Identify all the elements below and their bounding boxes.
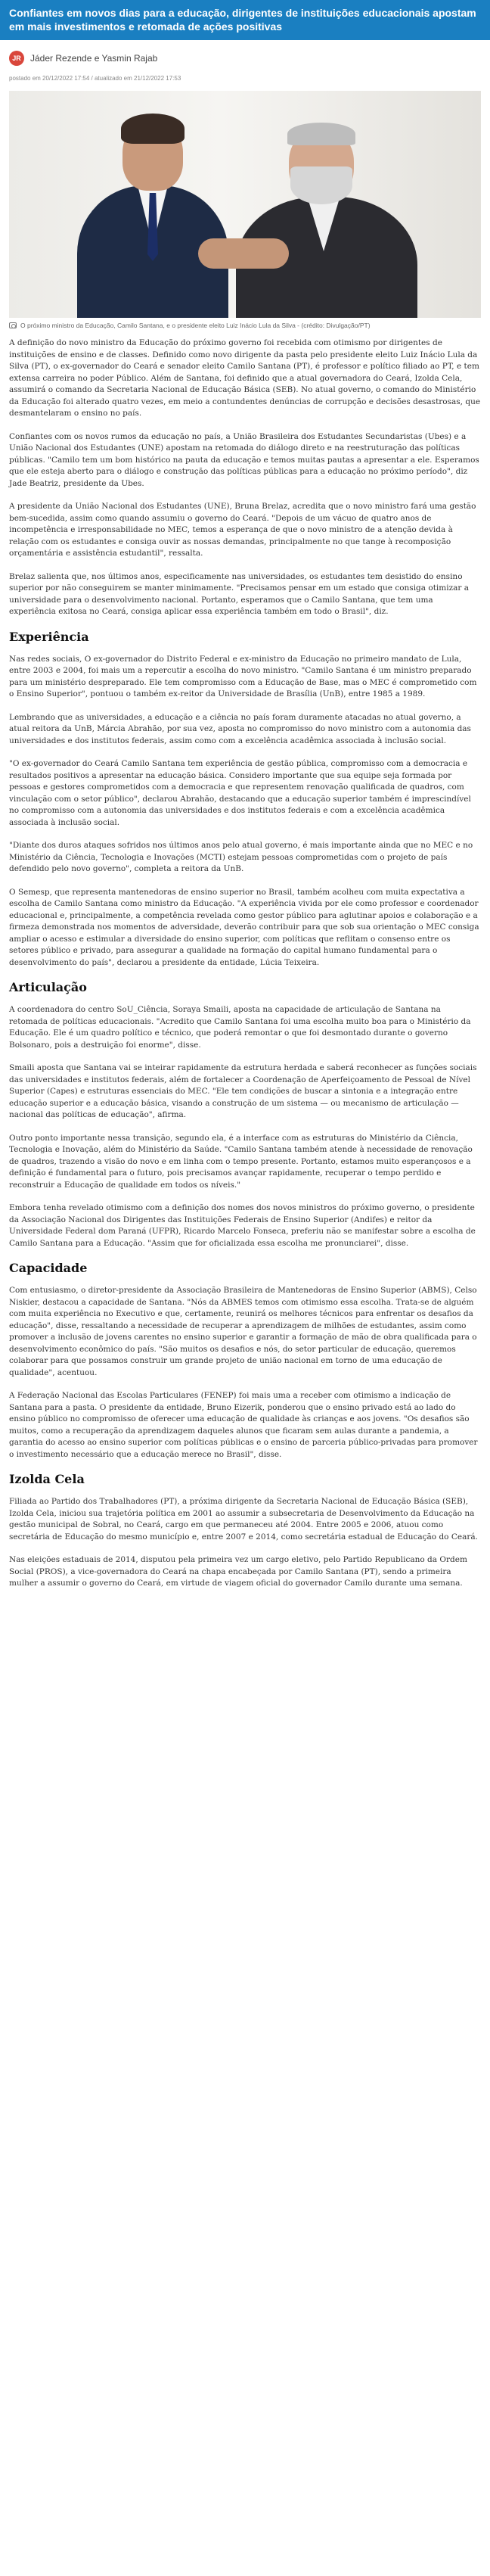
paragraph: Filiada ao Partido dos Trabalhadores (PT), a próxima dirigente da Secretaria Nacional de Educação Básica (SEB), Izolda Cela, iniciou sua trajetória política em 2001 ao assumir a subsecretaria de Desenvolvimento da Educação na gestão municipal de Sobral, no Ceará, cargo em que permaneceu até 2004. Entre 2005 e 2006, atuou como secretária de Educação do mesmo município e, entre 2007 e 2014, como secretária estadual de Educação do Ceará. [9,1497,478,1542]
paragraph: Brelaz salienta que, nos últimos anos, especificamente nas universidades, os estudantes tem desistido do ensino superior por não conseguirem se manter minimamente. "Precisamos pensar em um estado que consiga otimizar a universidade para o desenvolvimento nacional. Portanto, esperamos que o Camilo Santana, que tem uma experiência exitosa no Ceará, consiga aplicar essa experiência também em todo o Brasil", diz. [9,571,470,616]
paragraph: A Federação Nacional das Escolas Particulares (FENEP) foi mais uma a receber com otimismo a indicação de Santana para a pasta. O presidente da entidade, Bruno Eizerik, ponderou que o ensino privado está ao lado do ensino público no compromisso de oferecer uma educação de qualidade às crianças e aos jovens. "Os desafios são muitos, como a recuperação da aprendizagem daqueles alunos que ficaram sem aulas durante a pandemia, a garantia do acesso ao ensino superior com políticas públicas e o ensino de parceria público-privadas para promover o investimento necessário que a educação merece no Brasil", disse. [9,1391,478,1459]
paragraph: Nas eleições estaduais de 2014, disputou pela primeira vez um cargo eletivo, pelo Partido Republicano da Ordem Social (PROS), a vice-governadora do Ceará na chapa encabeçada por Camilo Santana (PT), sendo a primeira mulher a assumir o governo do Ceará, em virtude de viagem oficial do governador Camilo durante uma semana. [9,1555,467,1588]
publish-dates: postado em 20/12/2022 17:54 / atualizado em 21/12/2022 17:53 [9,75,181,82]
photo-person-left-hair [121,114,185,144]
photo-caption [0,318,490,330]
paragraph: O Semesp, que representa mantenedoras de ensino superior no Brasil, também acolheu com muita expectativa a escolha de Camilo Santana como ministro da Educação. "A experiência vivida por ele como professor e coordenador educacional e, principalmente, a competência revelada como gestor público para aglutinar apoios e colaboração e a firmeza demonstrada nos momentos de adversidade, deverão contribuir para que sob sua orientação o MEC consiga ampliar o acesso e estimular a diversidade do ensino superior, com políticas que reflitam o consenso entre os setores público e privado, para assegurar a qualidade na formação do capital humano fundamental para o desenvolvimento do país", declarou a presidente da entidade, Lúcia Teixeira. [9,887,479,967]
camera-icon [9,322,17,328]
paragraph: Lembrando que as universidades, a educação e a ciência no país foram duramente atacadas no atual governo, a atual reitora da UnB, Márcia Abrahão, por sua vez, aposta no compromisso do novo ministro com a autonomia das universidades e dos institutos federais, assim como com a excelência acadêmica associada à inclusão social. [9,712,471,745]
paragraph: "O ex-governador do Ceará Camilo Santana tem experiência de gestão pública, compromisso com a democracia e resultados positivos a apresentar na educação básica. Considero importante que sua equipe seja formada por pessoas e gestores comprometidos com a democracia e que representem renovação qualificada de quadros, com vinculação com o setor público", declarou Abrahão, destacando que a educação superior também é imprescindível no compromisso com a autonomia das universidades e dos institutos federais e com a excelência acadêmica associada à inclusão social. [9,759,471,827]
article-title: Confiantes em novos dias para a educação, dirigentes de instituições educacionais apostam em mais investimentos e retomada de ações positivas [9,7,476,33]
paragraph: Nas redes sociais, O ex-governador do Distrito Federal e ex-ministro da Educação no primeiro mandato de Lula, entre 2003 e 2004, foi mais um a repercutir a escolha do novo ministro. "Camilo Santana é um ministro preparado para um ministério despreparado. Ele tem compromisso com a Educação de Base, mas o MEC é comprometido com o Ensino Superior", pontuou o também ex-reitor da Universidade de Brasília (UnB), entre 1985 a 1989. [9,654,477,698]
paragraph: "Diante dos duros ataques sofridos nos últimos anos pelo atual governo, é mais importante ainda que no MEC e no Ministério da Ciência, Tecnologia e Inovações (MCTI) estejam pessoas comprometidas com o projeto de país defendido pelo novo governo", completa a reitora da UnB. [9,841,473,873]
paragraph: A definição do novo ministro da Educação do próximo governo foi recebida com otimismo por dirigentes de instituições de ensino e de classes. Definido como novo dirigente da pasta pelo presidente eleito Luiz Inácio Lula da Silva (PT), o ex-governador do Ceará e senador eleito Camilo Santana (PT), é professor e político filiado ao PT, e tem extensa carreira no poder Público. Além de Santana, foi definido que a atual governadora do Ceará, Izolda Cela, assumirá o comando da Secretaria Nacional de Educação Básica (SEB). No atual governo, o comando do Ministério da Educação foi alterado quatro vezes, em meio a contundentes denúncias de corrupção e decisões desastrosas, que desmantelaram o ensino no país. [9,338,481,418]
paragraph: Com entusiasmo, o diretor-presidente da Associação Brasileira de Mantenedoras de Ensino Superior (ABMS), Celso Niskier, destacou a capacidade de Santana. "Nós da ABMES temos com otimismo essa escolha. Trata-se de alguém com muita experiência no Executivo e que, certamente, reunirá os melhores técnicos para enfrentar os desafios da educação", disse, ressaltando a necessidade de recuperar a aprendizagem de milhões de estudantes, assim como promover a inclusão de jovens carentes no ensino superior e garantir a formação de mão de obra qualificada para o desenvolvimento econômico do país. "São muitos os desafios e nós, do setor particular de educação, queremos colaborar para que possamos construir um grande projeto de união nacional em torno de uma educação de qualidade", acentuou. [9,1286,477,1377]
article-headline-bar [0,0,490,40]
paragraph: A coordenadora do centro SoU_Ciência, Soraya Smaili, aposta na capacidade de articulação de Santana na retomada de políticas educacionais. "Acredito que Camilo Santana foi uma escolha muito boa para o Ministério da Educação. Ele é um quadro político e técnico, que poderá remontar o que foi desmontado durante o governo Bolsonaro, pois a destruição foi enorme", disse. [9,1005,471,1050]
photo-person-right-beard [290,166,352,204]
section-heading-izolda-cela: Izolda Cela [9,1472,85,1486]
author-names[interactable]: Jáder Rezende e Yasmin Rajab [30,53,158,64]
photo-person-right-hair [287,123,355,145]
section-heading-experiencia: Experiência [9,629,89,644]
paragraph: Confiantes com os novos rumos da educação no país, a União Brasileira dos Estudantes Secundaristas (Ubes) e a União Nacional dos Estudantes (UNE) apostam na retomada do diálogo direto e na reestruturação das políticas públicas. "Camilo tem um bom histórico na pauta da educação e temos muitas pautas a apresentar a ele. Esperamos que ele esteja aberto para o diálogo e construção das políticas públicas para a educação no próximo período", diz Jade Beatriz, presidente da Ubes. [9,431,479,488]
section-heading-capacidade: Capacidade [9,1261,88,1275]
section-heading-articulacao: Articulação [9,980,87,994]
author-avatar: JR [9,51,24,66]
paragraph: A presidente da União Nacional dos Estudantes (UNE), Bruna Brelaz, acredita que o novo ministro fará uma gestão bem-sucedida, assim como quando assumiu o governo do Ceará. "Depois de um vácuo de quatro anos de incompetência e irresponsabilidade no MEC, temos a esperança de que o novo ministro de a atenção devida à relação com os estudantes e consiga ouvir as nossas demandas, principalmente no que tange à recomposição orçamentária e assistência estudantil", ressalta. [9,502,476,558]
article-photo [9,91,481,318]
paragraph: Embora tenha revelado otimismo com a definição dos nomes dos novos ministros do próximo governo, o presidente da Associação Nacional dos Dirigentes das Instituições Federais de Ensino Superior (Andifes) e reitor da Universidade Federal dom Paraná (UFPR), Ricardo Marcelo Fonseca, preferiu não se manifestar sobre a escolha de Camilo Santana para a Educação. "Assim que for oficializada essa escolha me pronunciarei", disse. [9,1203,476,1248]
photo-handshake [198,238,289,269]
article-body [0,330,490,1610]
byline [0,40,490,66]
paragraph: Outro ponto importante nessa transição, segundo ela, é a interface com as estruturas do Ministério da Ciência, Tecnologia e Inovação, além do Ministério da Saúde. "Camilo Santana também atende à necessidade de renovação de quadros, trazendo a visão do novo e em linha com o tempo presente. Portanto, estamos muito esperançosos e a definição é fundamental para o futuro, pois precisamos avançar rapidamente, recuperar o tempo perdido e reconstruir a Educação de qualidade em todos os níveis." [9,1133,473,1190]
paragraph: Smaili aposta que Santana vai se inteirar rapidamente da estrutura herdada e saberá reconhecer as funções sociais das universidades e institutos federais, além de fortalecer a Coordenação de Aperfeiçoamento de Pessoal de Nível Superior (Capes) e estruturas essenciais do MEC. "Ele tem condições de buscar a sintonia e a integração entre educação superior e a educação básica, visando a construção de um sistema — ou mecanismo de articulação — nacional das políticas de educação", afirma. [9,1063,477,1119]
photo-caption-text: O próximo ministro da Educação, Camilo Santana, e o presidente eleito Luiz Inácio Lula da Silva - (crédito: Divulgação/PT) [20,322,371,329]
